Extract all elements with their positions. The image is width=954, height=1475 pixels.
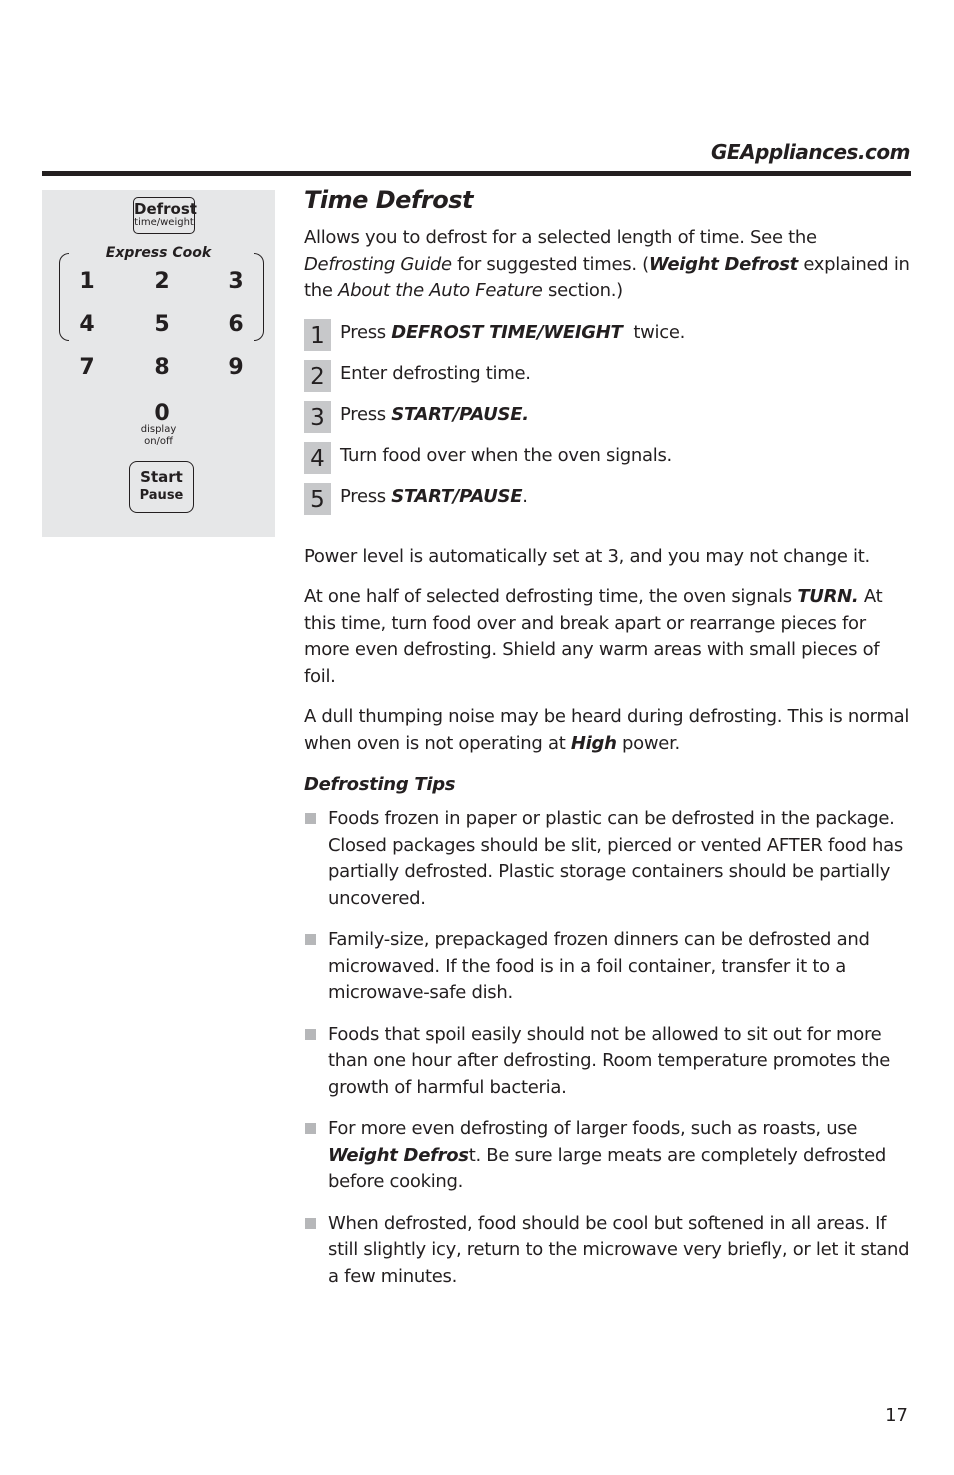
digit-key-2[interactable]: 2 (154, 269, 170, 294)
express-cook-bracket-right (254, 253, 264, 341)
digit-key-4[interactable]: 4 (79, 312, 95, 337)
intro-text: section.) (542, 280, 623, 301)
step-item (304, 440, 911, 481)
digit-key-7[interactable]: 7 (79, 355, 95, 380)
step-item (304, 358, 911, 399)
digit-key-1[interactable]: 1 (79, 269, 95, 294)
display-label: display (140, 424, 177, 435)
express-cook-label: Express Cook (105, 245, 212, 261)
step-item (304, 317, 911, 358)
step-number: 1 (304, 319, 331, 351)
defrost-key[interactable] (133, 197, 195, 234)
header-rule (42, 171, 911, 176)
page-number: 17 (885, 1405, 908, 1426)
step-key-name: DEFROST TIME/WEIGHT (391, 321, 623, 343)
intro-text: for suggested times. ( (451, 253, 649, 275)
digit-key-6[interactable]: 6 (228, 312, 244, 337)
display-onoff-label (42, 424, 275, 448)
bullet-square-icon (305, 934, 316, 945)
defrost-key-sublabel: time/weight (134, 217, 194, 228)
step-number: 2 (304, 360, 331, 392)
step-number: 5 (304, 483, 331, 515)
site-url: GEAppliances.com (711, 140, 910, 164)
digit-key-8[interactable]: 8 (154, 355, 170, 380)
bullet-square-icon (305, 1029, 316, 1040)
pause-label: Pause (139, 488, 184, 503)
digit-key-3[interactable]: 3 (228, 269, 244, 294)
intro-text: Allows you to defrost for a selected length of time. See the (304, 227, 817, 248)
step-text: Enter defrosting time. (340, 362, 531, 384)
tip-item: For more even defrosting of larger foods, such as roasts, use Weight Defrost. Be sure large meats are completely defrosted before cooking. (304, 1116, 911, 1196)
bullet-square-icon (305, 813, 316, 824)
turn-signal: TURN. (797, 586, 859, 607)
digit-key-0[interactable]: 0 (154, 401, 170, 426)
main-content (304, 184, 911, 1305)
intro-paragraph (304, 225, 911, 305)
onoff-label: on/off (144, 436, 173, 447)
keypad-panel (42, 190, 275, 537)
step-text: Press START/PAUSE. (340, 485, 528, 507)
start-label: Start (140, 468, 183, 486)
section-title: Time Defrost (304, 186, 473, 214)
step-item (304, 481, 911, 522)
bullet-square-icon (305, 1218, 316, 1229)
tips-heading: Defrosting Tips (304, 774, 456, 795)
step-number: 3 (304, 401, 331, 433)
tip-item: Family-size, prepackaged frozen dinners can be defrosted and microwaved. If the food is in a foil container, transfer it to a microwave-safe dish. (304, 927, 911, 1007)
step-text: Turn food over when the oven signals. (340, 444, 672, 466)
defrost-key-label: Defrost (134, 200, 197, 218)
turn-paragraph: At one half of selected defrosting time, the oven signals TURN. At this time, turn food over and break apart or rearrange pieces for more even defrosting. Shield any warm areas with small pieces of foil. (304, 586, 883, 687)
steps-list (304, 317, 911, 522)
tip-item: Foods frozen in paper or plastic can be defrosted in the package. Closed packages should be slit, pierced or vented AFTER food has partially defrosted. Plastic storage containers should be partially uncovered. (304, 806, 911, 912)
step-key-name: START/PAUSE. (391, 403, 529, 425)
step-text: Press START/PAUSE. (340, 403, 529, 425)
defrosting-guide-ref: Defrosting Guide (304, 253, 452, 275)
bullet-square-icon (305, 1123, 316, 1134)
step-item (304, 399, 911, 440)
tip-item: Foods that spoil easily should not be allowed to sit out for more than one hour after defrosting. Room temperature promotes the growth of harmful bacteria. (304, 1022, 911, 1102)
digit-key-9[interactable]: 9 (228, 355, 244, 380)
auto-feature-ref: About the Auto Feature (338, 280, 543, 301)
high-power: High (570, 732, 617, 754)
noise-paragraph: A dull thumping noise may be heard during defrosting. This is normal when oven is not operating at High power. (304, 706, 910, 754)
intro-text: explained in the (304, 253, 910, 301)
step-number: 4 (304, 442, 331, 474)
weight-defrost-ref: Weight Defrost (648, 253, 798, 275)
power-level-paragraph: Power level is automatically set at 3, and you may not change it. (304, 545, 870, 567)
express-cook-bracket-left (59, 253, 69, 341)
step-key-name: START/PAUSE (391, 485, 523, 507)
step-text: Press DEFROST TIME/WEIGHT twice. (340, 321, 686, 343)
digit-key-5[interactable]: 5 (154, 312, 170, 337)
weight-defrost-ref: Weight Defros (328, 1144, 469, 1166)
start-pause-key[interactable] (129, 461, 194, 513)
tip-item: When defrosted, food should be cool but softened in all areas. If still slightly icy, return to the microwave very briefly, or let it stand a few minutes. (304, 1211, 911, 1291)
tips-list (304, 806, 911, 1290)
